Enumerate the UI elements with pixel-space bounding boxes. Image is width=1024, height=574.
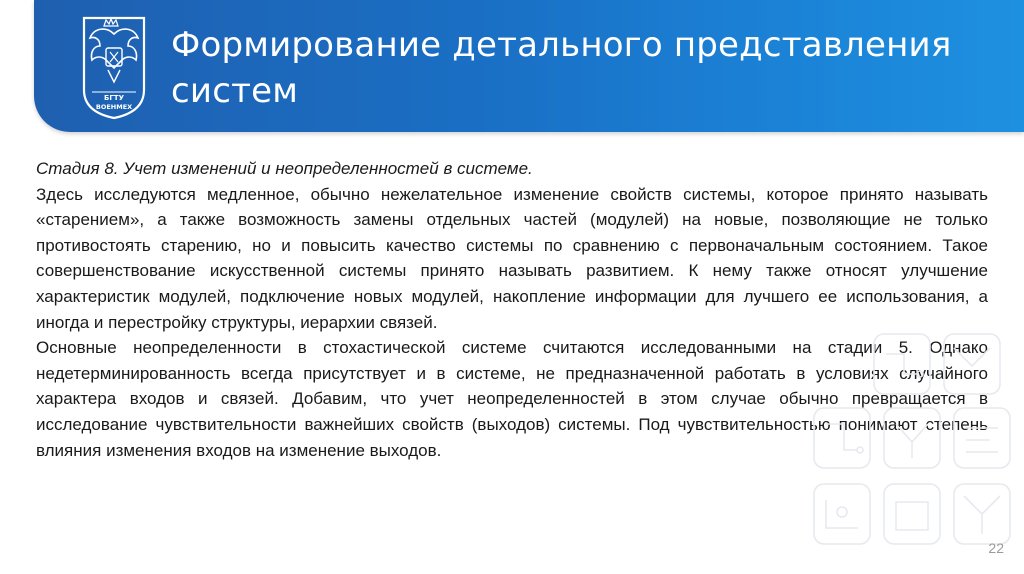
title-banner <box>34 0 1024 132</box>
slide-title: Формирование детального представления систем <box>171 25 952 111</box>
circuit-pattern-icon <box>804 324 1024 574</box>
paragraph-uncertainty: Основные неопределенности в стохастической системе считаются исследованными на стадии 5. Однако недетерминированность всегда присутствует и в системе, не предназначенной работать в условиях случайного характера входов и связей. Добавим, что учет неопределенностей в этом случае обычно превращается в исследование чувствительности важнейших свойств (выходов) системы. Под чувствительностью понимают степень влияния изменения входов на изменение выходов. <box>36 338 988 460</box>
paragraph-aging: Здесь исследуются медленное, обычно нежелательное изменение свойств системы, которое принято называть «старением», а также возможность замены отдельных частей (модулей) на новые, позволяющие не только противостоять старению, но и повысить качество системы по сравнению с первоначальным состоянием. Такое совершенствование искусственной системы принято называть развитием. К нему также относят улучшение характеристик модулей, подключение новых модулей, накопление информации для лучшего ее использования, а иногда и перестройку структуры, иерархии связей. <box>36 184 988 332</box>
stage-heading: Стадия 8. Учет изменений и неопределенностей в системе. <box>36 159 533 178</box>
svg-text:БГТУ: БГТУ <box>104 94 124 102</box>
university-emblem-icon <box>78 12 150 122</box>
svg-text:ВОЕНМЕХ: ВОЕНМЕХ <box>95 103 133 111</box>
page-number: 22 <box>988 540 1004 556</box>
